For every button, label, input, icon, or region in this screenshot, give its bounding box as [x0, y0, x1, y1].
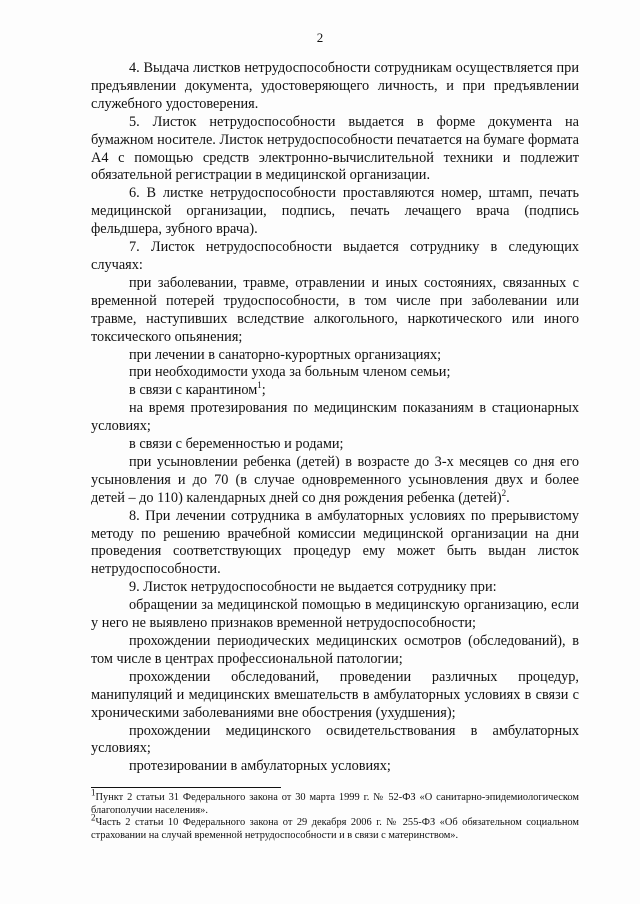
footnote-mark: 1: [91, 787, 96, 798]
list-item-periodic-exams: прохождении периодических медицинских осмотров (обследований), в том числе в центрах профессиональной патологии;: [91, 633, 579, 667]
paragraph-item-6: 6. В листке нетрудоспособности проставляются номер, штамп, печать медицинской организации, подпись, печать лечащего врача (подпись фельдшера, зубного врача).: [91, 185, 579, 238]
paragraph-item-4: 4. Выдача листков нетрудоспособности сотрудникам осуществляется при предъявлении документа, удостоверяющего личность, и при предъявлении служебного удостоверения.: [91, 60, 579, 112]
list-item-illness: при заболевании, травме, отравлении и иных состояниях, связанных с временной потерей трудоспособности, в том числе при заболевании или травме, наступивших вследствие алкогольного, наркотического или иного токсического опьянения;: [91, 274, 579, 345]
list-item-medical-examination: прохождении медицинского освидетельствования в амбулаторных условиях;: [91, 722, 579, 757]
list-item-sanatorium: при лечении в санаторно-курортных организациях;: [129, 346, 442, 363]
footnote-2: [91, 812, 579, 842]
quarantine-suffix: ;: [261, 382, 266, 399]
quarantine-text: в связи с карантином: [129, 382, 258, 399]
footnote-mark: 2: [91, 812, 96, 823]
list-item-family-care: при необходимости ухода за больным членом семьи;: [129, 364, 451, 381]
paragraph-item-7: 7. Листок нетрудоспособности выдается сотруднику в следующих случаях:: [91, 239, 579, 273]
adoption-text: при усыновлении ребенка (детей) в возрасте до 3-х месяцев со дня его усыновления и до 70 (в случае одновременного усыновления двух и более детей – до 110) календарных дней со дня рождения ребенка (детей): [91, 453, 579, 506]
adoption-suffix: .: [506, 489, 510, 506]
list-item-no-signs: обращении за медицинской помощью в медицинскую организацию, если у него не выявлено признаков временной нетрудоспособности;: [91, 597, 579, 632]
list-item-prosthetics: на время протезирования по медицинским показаниям в стационарных условиях;: [91, 400, 579, 435]
list-item-chronic-procedures: прохождении обследований, проведении различных процедур, манипуляций и медицинских вмешательств в амбулаторных условиях в связи с хроническими заболеваниями вне обострения (ухудшения);: [91, 668, 579, 721]
footnotes: [91, 787, 579, 842]
footnote-text: Пункт 2 статьи 31 Федерального закона от 30 марта 1999 г. № 52-ФЗ «О санитарно-эпидемиологическом благополучии населения».: [91, 792, 579, 816]
footnote-divider: [91, 787, 281, 788]
list-item-outpatient-prosthetics: протезировании в амбулаторных условиях;: [129, 758, 391, 775]
page-number: 2: [316, 30, 324, 45]
footnote-1: [91, 787, 579, 817]
list-item-quarantine: [91, 382, 579, 400]
list-item-pregnancy: в связи с беременностью и родами;: [129, 436, 344, 453]
footnote-text: Часть 2 статьи 10 Федерального закона от 29 декабря 2006 г. № 255-ФЗ «Об обязательном социальном страховании на случай временной нетрудоспособности и в связи с материнством».: [91, 817, 579, 841]
footnote-ref-1: 1: [257, 380, 262, 391]
paragraph-item-9: 9. Листок нетрудоспособности не выдается сотруднику при:: [129, 579, 497, 596]
footnote-ref-2: 2: [501, 487, 507, 498]
document-body: [91, 60, 579, 776]
paragraph-item-8: 8. При лечении сотрудника в амбулаторных условиях по прерывистому методу по решению врачебной комиссии медицинской организации на дни проведения соответствующих процедур ему может быть выдан листок нетрудоспособности.: [91, 507, 579, 578]
paragraph-item-5: 5. Листок нетрудоспособности выдается в форме документа на бумажном носителе. Листок нетрудоспособности печатается на бумаге формата А4 с помощью средств электронно-вычислительной техники и подлежит обязательной регистрации в медицинской организации.: [91, 113, 579, 184]
list-item-adoption: [91, 454, 579, 508]
